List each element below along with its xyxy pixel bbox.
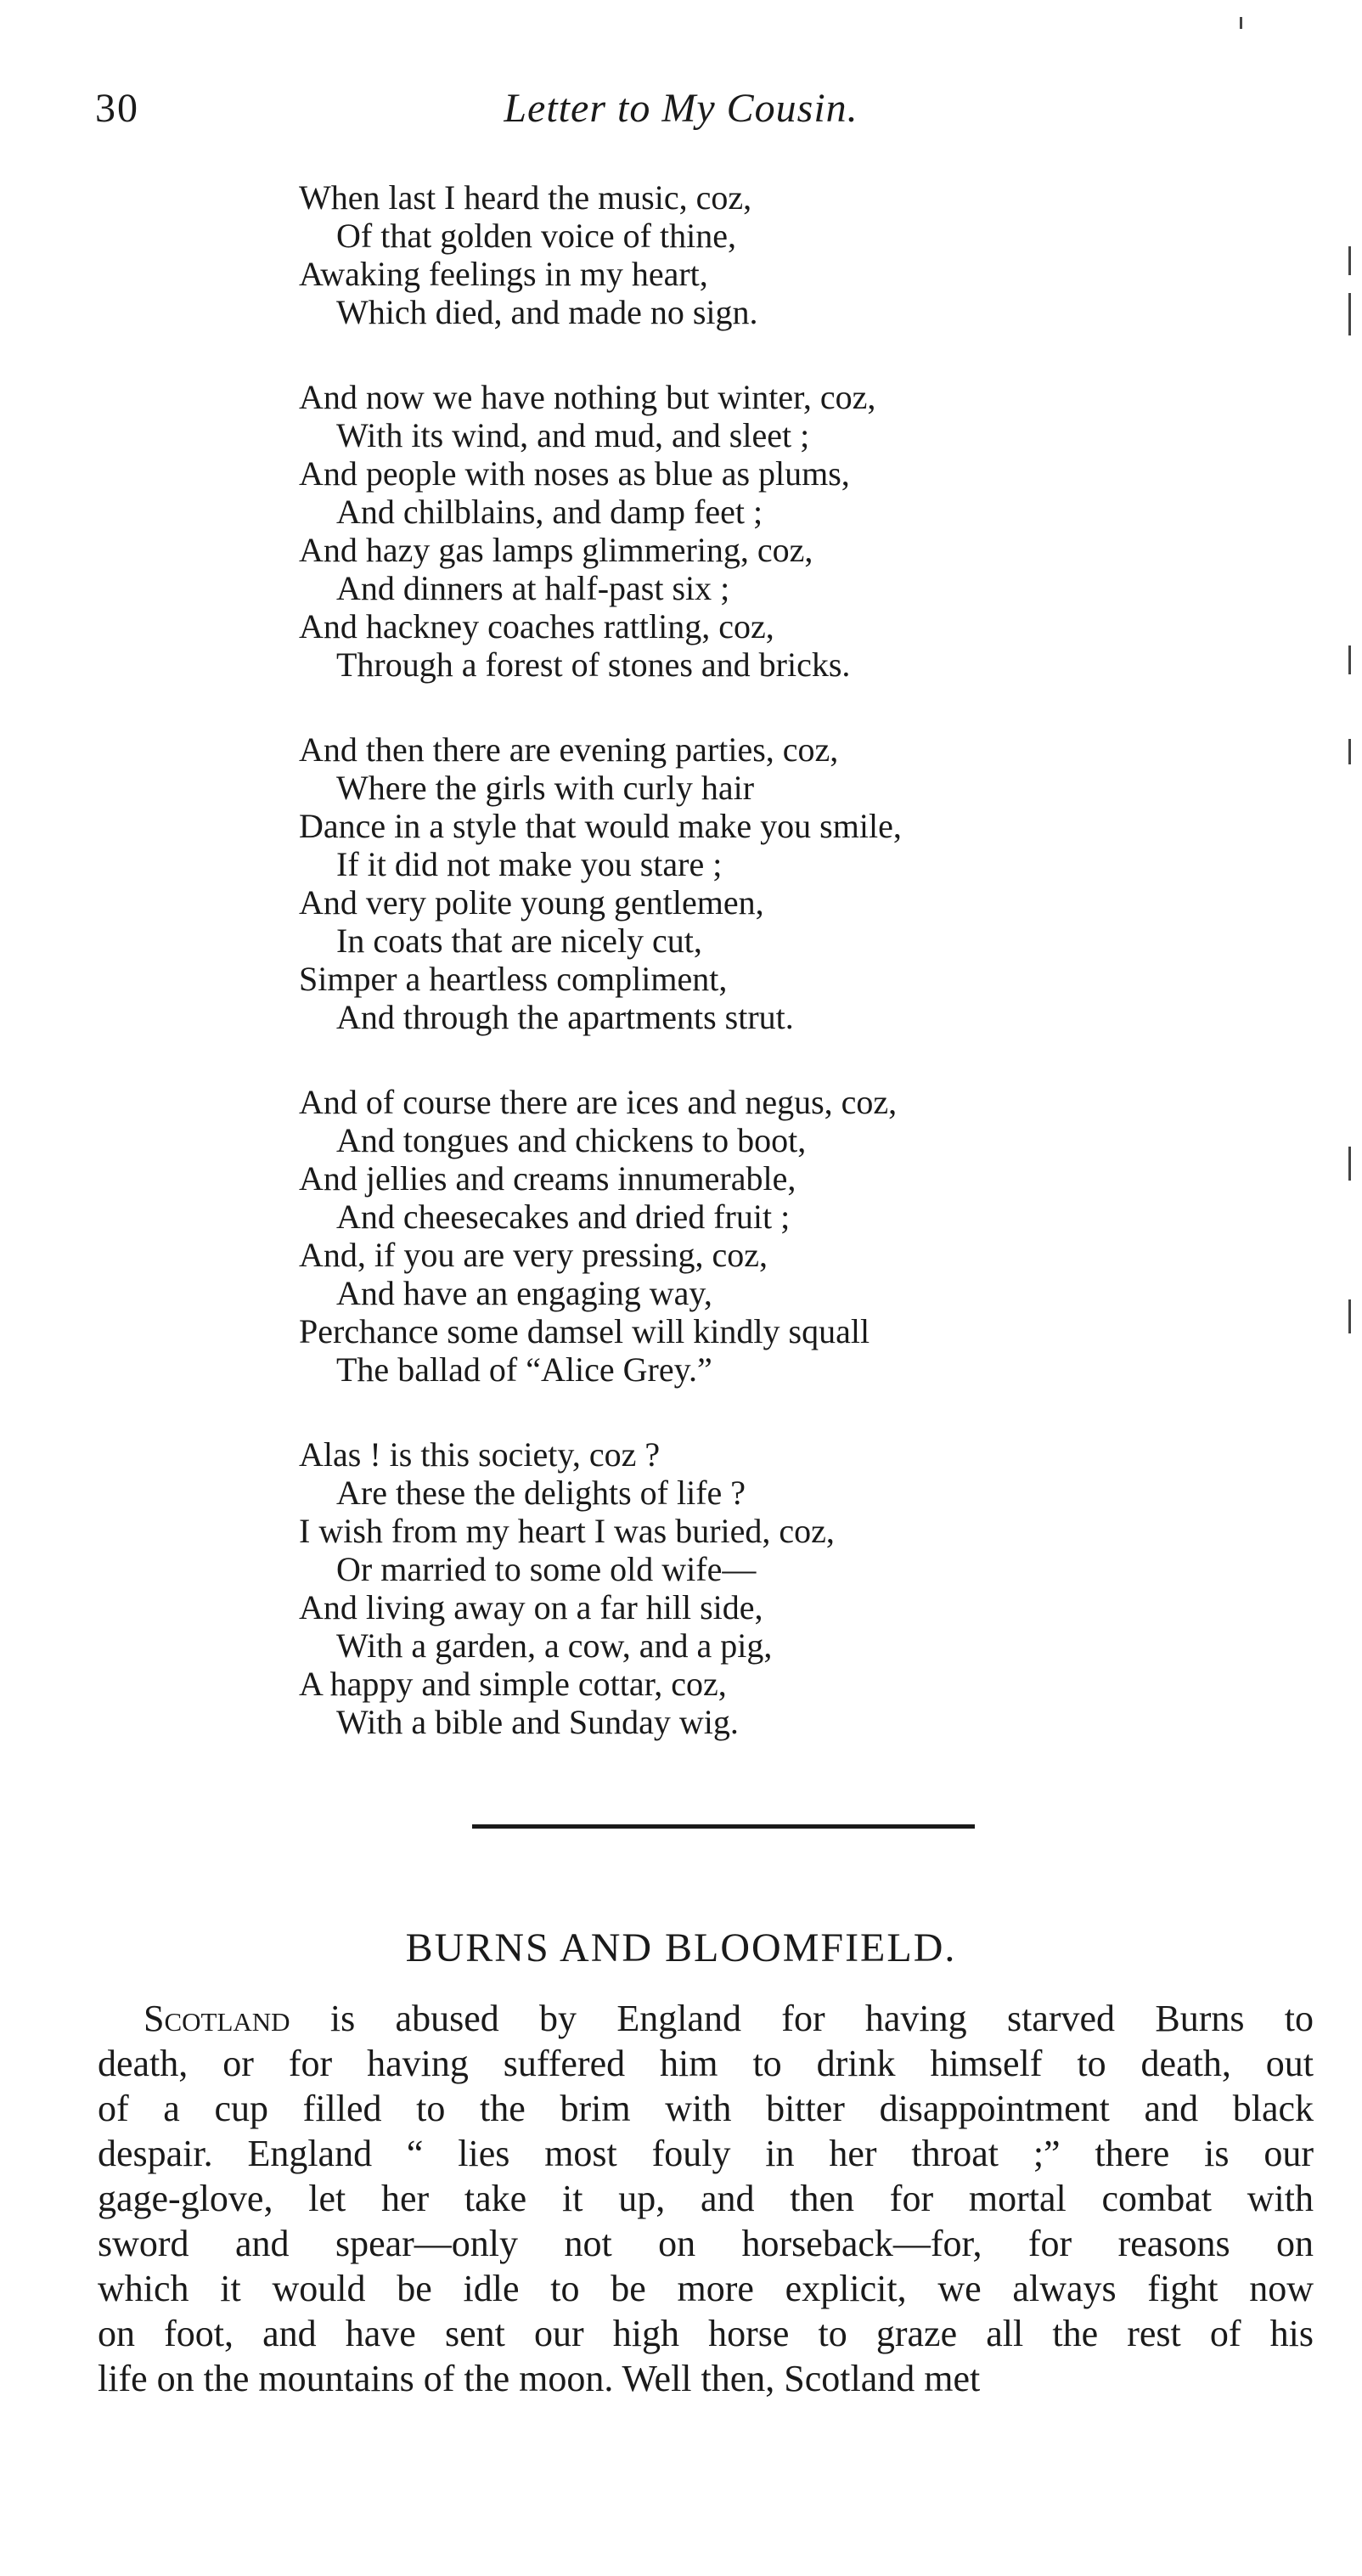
running-head: Letter to My Cousin. [504,86,858,131]
section-divider-rule [472,1824,975,1829]
poem [299,178,1148,1788]
verse-line: Simper a heartless compliment, [299,960,728,998]
verse-line: When last I heard the music, coz, [299,178,752,217]
verse-line: Perchance some damsel will kindly squall [299,1312,870,1350]
verse-line: And people with noses as blue as plums, [299,454,850,493]
verse-line: Are these the delights of life ? [336,1474,746,1512]
verse-line: And very polite young gentlemen, [299,883,764,922]
verse-line: Alas ! is this society, coz ? [299,1435,661,1474]
verse-line: Dance in a style that would make you smile, [299,807,902,845]
stanza [299,178,1148,331]
verse-line: And tongues and chickens to boot, [336,1121,807,1159]
verse-line: The ballad of “Alice Grey.” [336,1350,712,1389]
verse-line: I wish from my heart I was buried, coz, [299,1512,835,1550]
verse-line: A happy and simple cottar, coz, [299,1665,727,1703]
prose-line: of a cup filled to the brim with bitter disappointment and black [98,2088,1314,2129]
verse-line: And cheesecakes and dried fruit ; [336,1198,791,1236]
prose-body [98,1996,1314,2401]
verse-line: And jellies and creams innumerable, [299,1159,796,1198]
prose-line: life on the mountains of the moon. Well then, Scotland met [98,2358,981,2399]
page-number: 30 [95,86,139,131]
verse-line: With a garden, a cow, and a pig, [336,1626,773,1665]
verse-line: Or married to some old wife— [336,1550,757,1588]
verse-line: Through a forest of stones and bricks. [336,645,851,684]
scan-speck [1240,17,1242,29]
scan-speck [1348,739,1351,764]
prose-line-text: is abused by England for having starved Burns to [290,1998,1314,2039]
verse-line: In coats that are nicely cut, [336,922,702,960]
verse-line: With its wind, and mud, and sleet ; [336,416,810,454]
drop-word: Scotland [144,1998,290,2039]
scan-speck [1348,645,1351,674]
stanza [299,730,1148,1036]
prose-line: which it would be idle to be more explicit, we always fight now [98,2268,1314,2309]
verse-line: And through the apartments strut. [336,998,794,1036]
verse-line: Of that golden voice of thine, [336,217,736,255]
verse-line: And now we have nothing but winter, coz, [299,378,876,416]
verse-line: With a bible and Sunday wig. [336,1703,739,1741]
prose-line: death, or for having suffered him to drink himself to death, out [98,2043,1314,2084]
verse-line: And of course there are ices and negus, coz, [299,1083,898,1121]
prose-line: on foot, and have sent our high horse to graze all the rest of his [98,2313,1314,2354]
prose-line: sword and spear—only not on horseback—for, for reasons on [98,2223,1314,2264]
prose-line [98,1996,1314,2041]
verse-line: And hackney coaches rattling, coz, [299,607,774,645]
scan-speck [1348,293,1351,335]
prose-line: gage-glove, let her take it up, and then for mortal combat with [98,2178,1314,2219]
verse-line: And then there are evening parties, coz, [299,730,839,769]
stanza [299,378,1148,684]
prose-line: despair. England “ lies most fouly in her throat ;” there is our [98,2133,1314,2174]
verse-line: And chilblains, and damp feet ; [336,493,763,531]
verse-line: If it did not make you stare ; [336,845,723,883]
scan-speck [1348,1299,1351,1333]
stanza [299,1083,1148,1389]
verse-line: Which died, and made no sign. [336,293,758,331]
section-title: BURNS AND BLOOMFIELD. [405,1925,957,1970]
verse-line: And have an engaging way, [336,1274,712,1312]
verse-line: Awaking feelings in my heart, [299,255,708,293]
verse-line: And, if you are very pressing, coz, [299,1236,768,1274]
scan-speck [1348,1147,1351,1181]
scan-speck [1348,246,1351,275]
verse-line: And living away on a far hill side, [299,1588,763,1626]
verse-line: And dinners at half-past six ; [336,569,730,607]
stanza [299,1435,1148,1741]
verse-line: And hazy gas lamps glimmering, coz, [299,531,813,569]
verse-line: Where the girls with curly hair [336,769,755,807]
